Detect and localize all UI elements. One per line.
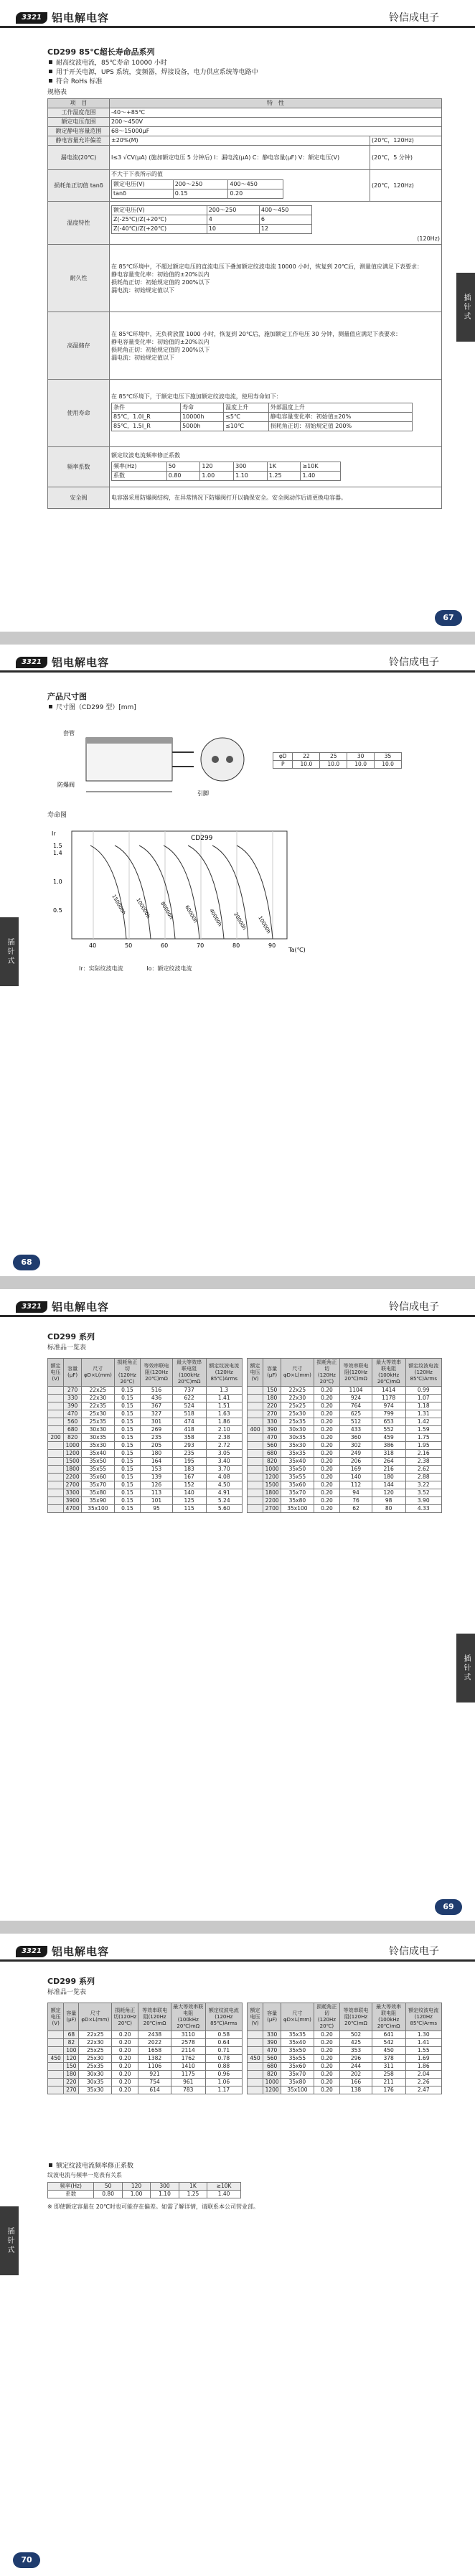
bullet-item: 耐高纹波电流，85℃寿命 10000 小时: [47, 59, 442, 68]
column-header: 等效串联电阻(120Hz 20℃)mΩ: [138, 2003, 171, 2031]
x-tick-label: 50: [125, 942, 133, 949]
table-row: 82 22x30 0.20 2022 2578 0.64: [48, 2039, 243, 2047]
storage-label: 高温储存: [48, 312, 110, 380]
table-row: 680 35x35 0.20 249 318 2.16: [248, 1450, 442, 1458]
freq-section-sub: 纹波电流与频率一览表有关系: [47, 2172, 122, 2178]
freq-table: 频率(Hz) 50 120 300 1K ≥10K 系数 0.80 1.00 1.10 1.25 1.40: [111, 462, 341, 481]
vent-label: 防爆阀: [57, 782, 75, 788]
life-graph-title: 寿命图: [47, 812, 67, 819]
column-header: 容量(μF): [64, 1359, 82, 1387]
side-tab: 插针式: [0, 2206, 19, 2275]
catalog-page-2: [0, 645, 475, 1276]
logo-mark: 3321: [16, 1301, 47, 1313]
catalog-page-1: [0, 0, 475, 632]
table-row: 2200 35x60 0.15 139 167 4.08: [48, 1474, 243, 1481]
curve-label: 60000h: [184, 904, 199, 924]
table-row: 2700 35x100 0.20 62 80 4.33: [248, 1505, 442, 1513]
company-name: 铃信成电子: [389, 657, 439, 668]
bullet-item: 用于开关电源，UPS 系统，变频器，焊接设备，电力供应系统等电路中: [47, 68, 442, 78]
table-row: 270 25x30 0.20 625 799 1.31: [248, 1410, 442, 1418]
column-header: 尺寸φD×L(mm): [82, 1359, 114, 1387]
header-rule: [0, 26, 475, 28]
header-rule: [0, 670, 475, 673]
table-row: 1000 35x50 0.20 169 216 2.62: [248, 1466, 442, 1474]
legend-ir: Ir：实际纹波电流: [79, 965, 123, 972]
list-subtitle: 标准品一览表: [47, 1344, 87, 1352]
column-header: 等效串联电阻(120Hz 20℃)mΩ: [340, 1359, 372, 1387]
table-row: 560 25x35 0.15 301 474 1.86: [48, 1418, 243, 1426]
company-name: 铃信成电子: [389, 12, 439, 24]
side-tab: 插针式: [456, 273, 475, 342]
graph-x-label: Ta(℃): [288, 947, 306, 953]
table-row: 2700 35x70 0.15 126 152 4.50: [48, 1481, 243, 1489]
header-rule: [0, 1959, 475, 1962]
ripple-table: 条件 寿命 温度上升 外部温度上升 85℃，1.0I_R 10000h ≤5℃ 静电容量变化率：初始值±20% 85℃，1.5I_R 5000h ≤10℃ 损耗角正切：初始规定值 200%: [111, 403, 413, 431]
table-row: 680 35x60 0.20 244 311 1.86: [248, 2063, 442, 2071]
column-header: 容量(μF): [64, 2003, 79, 2031]
curve-label: 80000h: [159, 901, 174, 921]
dimension-table: φD 22 25 30 35 P 10.0 10.0 10.0 10.0: [273, 752, 402, 769]
dimension-drawing: [57, 723, 258, 802]
freq-coefficient-table: 频率(Hz) 50 120 300 1K ≥10K 系数 0.80 1.00 1.10 1.25 1.40: [47, 2182, 241, 2198]
graph-y-label: Ir: [52, 830, 56, 837]
column-header: 尺寸φD×L(mm): [281, 1359, 314, 1387]
x-tick-label: 60: [161, 942, 169, 949]
table-row: 180 22x30 0.20 924 1178 1.07: [248, 1395, 442, 1402]
table-row: 390 22x35 0.15 367 524 1.51: [48, 1402, 243, 1410]
company-name: 铃信成电子: [389, 1946, 439, 1957]
table-row: 330 22x30 0.15 436 622 1.41: [48, 1395, 243, 1402]
capacitor-body: [86, 738, 172, 781]
page-number: 67: [435, 610, 462, 626]
page-header: [0, 1289, 475, 1324]
table-row: 560 35x30 0.20 302 386 1.95: [248, 1442, 442, 1450]
table-row: 680 30x30 0.15 269 418 2.10: [48, 1426, 243, 1434]
table-row: 1500 35x50 0.15 164 195 3.40: [48, 1458, 243, 1466]
column-header: 等效串联电阻(120Hz 20℃)mΩ: [141, 1359, 173, 1387]
column-header: 损耗角正切(120Hz 20℃): [314, 2003, 340, 2031]
logo-mark: 3321: [16, 12, 47, 24]
table-row: 100 25x25 0.20 1658 2114 0.71: [48, 2047, 243, 2055]
table-row: 150 22x25 0.20 1104 1414 0.99: [248, 1387, 442, 1395]
column-header: 额定纹波电流(120Hz 85℃)Arms: [206, 1359, 243, 1387]
table-row: 1500 35x60 0.20 112 144 3.22: [248, 1481, 442, 1489]
ripple-label: 使用寿命: [48, 380, 110, 447]
column-header: 最大等效串联电阻(100kHz 20℃)mΩ: [171, 2003, 205, 2031]
table-row: 450 560 35x55 0.20 296 378 1.69: [248, 2055, 442, 2063]
y-tick-label: 1.0: [53, 879, 62, 885]
table-row: 820 35x40 0.20 206 264 2.38: [248, 1458, 442, 1466]
life-graph: [47, 824, 306, 960]
list-subtitle: 标准品一览表: [47, 1989, 87, 1996]
brand-name: 铝电解电容: [52, 11, 110, 24]
column-header: 损耗角正切(120Hz 20℃): [314, 1359, 340, 1387]
x-tick-label: 40: [89, 942, 97, 949]
column-header: 损耗角正切(120Hz 20℃): [112, 2003, 138, 2031]
brand-name: 铝电解电容: [52, 1945, 110, 1958]
table-row: 68 22x25 0.20 2438 3110 0.58: [48, 2031, 243, 2039]
brand-logo: [16, 10, 109, 25]
column-header: 容量(μF): [263, 1359, 281, 1387]
table-row: 1200 35x40 0.15 180 235 3.05: [48, 1450, 243, 1458]
column-header: 额定电压(V): [248, 1359, 263, 1387]
low-temp-table: 额定电压(V) 200～250 400～450 Z(-25℃)/Z(+20℃) 4 6 Z(-40℃)/Z(+20℃) 10 12: [111, 205, 312, 234]
logo-mark: 3321: [16, 657, 47, 668]
column-header: 损耗角正切(120Hz 20℃): [114, 1359, 141, 1387]
table-row: 450 120 25x30 0.20 1382 1762 0.78: [48, 2055, 243, 2063]
column-header: 额定电压(V): [48, 2003, 64, 2031]
product-table-right: [247, 2003, 442, 2094]
page-separator: [0, 1276, 475, 1289]
side-tab: 插针式: [0, 917, 19, 986]
column-header: 额定纹波电流(120Hz 85℃)Arms: [405, 2003, 442, 2031]
table-row: 470 25x30 0.15 327 518 1.63: [48, 1410, 243, 1418]
y-tick-label: 1.4: [53, 850, 62, 856]
table-row: 470 30x35 0.20 360 459 1.75: [248, 1434, 442, 1442]
table-row: 470 35x50 0.20 353 450 1.55: [248, 2047, 442, 2055]
spec-head-item: 项 目: [48, 99, 110, 108]
curve-label: 20000h: [232, 912, 248, 932]
table-row: 180 30x30 0.20 921 1175 0.96: [48, 2071, 243, 2079]
page-number: 68: [13, 1255, 40, 1270]
table-row: 2200 35x80 0.20 76 98 3.90: [248, 1497, 442, 1505]
page-separator: [0, 1921, 475, 1934]
table-row: 220 30x35 0.20 754 961 1.06: [48, 2079, 243, 2086]
company-name: 铃信成电子: [389, 1301, 439, 1313]
column-header: 额定电压(V): [48, 1359, 64, 1387]
product-table-left: [47, 2003, 243, 2094]
brand-name: 铝电解电容: [52, 1301, 110, 1313]
brand-logo: [16, 655, 109, 670]
curve-label: 10000h: [257, 915, 272, 935]
pin-label: 引脚: [197, 790, 209, 797]
x-tick-label: 90: [268, 942, 276, 949]
table-row: 390 35x40 0.20 425 542 1.41: [248, 2039, 442, 2047]
catalog-page-3: [0, 1289, 475, 1921]
low-temp-label: 温度特性: [48, 202, 110, 245]
table-row: 400 390 30x30 0.20 433 552 1.59: [248, 1426, 442, 1434]
column-header: 额定纹波电流(120Hz 85℃)Arms: [205, 2003, 242, 2031]
spec-subtitle: 规格表: [47, 89, 67, 96]
table-row: 3300 35x80 0.15 113 140 4.91: [48, 1489, 243, 1497]
table-row: 330 25x35 0.20 512 653 1.42: [248, 1418, 442, 1426]
dimension-subtitle: 尺寸图（CD299 型）[mm]: [47, 703, 435, 713]
spec-table: 项 目 特 性 工作温度范围 -40～+85℃ 额定电压范围 200～450V 额定静电容量范围 68～15000μF 静电容量允许偏差 ±20%(M) (20℃，120Hz) 漏电流(20℃) I≤3 √CV(μA) (施加额定电压 5 分钟后) I：漏电流(μA) C：静电容量(μF) V：额定电压(V) (20℃，5 分钟) 损耗角正切值 tanδ 不大于下表所示的值 额定电压(V) 200～250 400～450 tanδ 0.15 0.20 (20℃，120Hz) 温度特性 额定电压(V) 200～250 400～450 Z(-25℃)/Z(+20℃) 4 6 Z(-40℃)/Z(+20℃) 10 12 (120Hz) 耐久性 在 85℃环境中，不超过额定电压的直流电压下叠加额定纹波电流 10000 小时，恢复到 20℃后，测量值应满足下表要求： 静电容量变化率：初始值的±20%以内 损耗角正切：初始规定值的 200%以下 漏电流：初始规定值以下 高温储存 在 85℃环境中，无负荷放置 1000 小时，恢复到 20℃后，施加额定工作电压 30 分钟，测量值应满足下表要求： 静电容量变化率：初始值的±20%以内 损耗角正切：初始规定值的 200%以下 漏电流：初始规定值以下 使用寿命 在 85℃环境下，于额定电压下施加额定纹波电流，使用寿命如下： 条件 寿命 温度上升 外部温度上升 85℃，1.0I_R 10000h ≤5℃ 静电容量变化率：初始值±20% 85℃，1.5I_R 5000h ≤10℃ 损耗角正切：初始规定值 200% 频率系数 额定纹波电流频率修正系数 频率(Hz) 50 120 300 1K ≥10K 系数 0.80 1.00 1.10 1.25 1.40 安全阀 电容器采用防爆阀结构，在异常情况下防爆阀打开以确保安全。安全阀动作后请更换电容器。: [47, 98, 442, 509]
x-tick-label: 80: [232, 942, 240, 949]
logo-mark: 3321: [16, 1946, 47, 1957]
header-rule: [0, 1315, 475, 1317]
freq-section-title: 额定纹波电流频率修正系数: [47, 2162, 420, 2171]
page-number: 70: [13, 2552, 40, 2568]
table-row: 1800 35x55 0.15 153 183 3.70: [48, 1466, 243, 1474]
column-header: 额定电压(V): [248, 2003, 263, 2031]
series-title: CD299 系列: [47, 1977, 95, 1986]
catalog-page-4: [0, 1934, 475, 2576]
capacitor-end-view: [201, 738, 244, 781]
table-row: 270 35x30 0.20 614 783 1.17: [48, 2086, 243, 2094]
series-title: CD299 系列: [47, 1332, 95, 1341]
brand-name: 铝电解电容: [52, 656, 110, 669]
table-row: 220 25x25 0.20 764 974 1.18: [248, 1402, 442, 1410]
product-table-right: [247, 1358, 442, 1513]
table-row: 1800 35x70 0.20 94 120 3.52: [248, 1489, 442, 1497]
legend-io: Io：额定纹波电流: [146, 965, 192, 972]
sleeve-label: 套管: [63, 730, 75, 736]
vent-label: 安全阀: [48, 487, 110, 509]
brand-logo: [16, 1944, 109, 1959]
table-row: 200 820 30x35 0.15 235 358 2.38: [48, 1434, 243, 1442]
column-header: 尺寸φD×L(mm): [281, 2003, 314, 2031]
column-header: 最大等效串联电阻(100kHz 20℃)mΩ: [372, 2003, 405, 2031]
spec-head-char: 特 性: [110, 99, 442, 108]
page-separator: [0, 632, 475, 645]
table-row: 1000 35x30 0.15 205 293 2.72: [48, 1442, 243, 1450]
column-header: 最大等效串联电阻(100kHz 20℃)mΩ: [372, 1359, 405, 1387]
table-row: 1200 35x55 0.20 140 180 2.88: [248, 1474, 442, 1481]
table-row: 330 35x35 0.20 502 641 1.30: [248, 2031, 442, 2039]
product-table-left: [47, 1358, 243, 1513]
table-row: 270 22x25 0.15 516 737 1.3: [48, 1387, 243, 1395]
table-row: 4700 35x100 0.15 95 115 5.60: [48, 1505, 243, 1513]
table-row: 820 35x70 0.20 202 258 2.04: [248, 2071, 442, 2079]
curve-label: 100000h: [135, 897, 151, 919]
freq-label: 频率系数: [48, 447, 110, 487]
side-tab: 插针式: [456, 1634, 475, 1702]
table-row: 3900 35x90 0.15 101 125 5.24: [48, 1497, 243, 1505]
graph-series-label: CD299: [191, 835, 213, 842]
column-header: 尺寸φD×L(mm): [79, 2003, 112, 2031]
x-tick-label: 70: [197, 942, 204, 949]
graph-legend: [79, 965, 192, 973]
bullet-item: 符合 RoHs 标准: [47, 78, 442, 87]
curve-label: 150000h: [110, 894, 127, 916]
column-header: 最大等效串联电阻(100kHz 20℃)mΩ: [172, 1359, 206, 1387]
column-header: 容量(μF): [263, 2003, 281, 2031]
column-header: 额定纹波电流(120Hz 85℃)Arms: [405, 1359, 442, 1387]
tan-table: 额定电压(V) 200～250 400～450 tanδ 0.15 0.20: [111, 179, 283, 199]
dimension-title: 产品尺寸图: [47, 692, 87, 701]
table-row: 1000 35x80 0.20 166 211 2.26: [248, 2079, 442, 2086]
table-row: 1200 35x100 0.20 138 176 2.47: [248, 2086, 442, 2094]
page-header: [0, 1934, 475, 1968]
y-tick-label: 1.5: [53, 843, 62, 849]
curve-label: 40000h: [208, 908, 223, 928]
page-number: 69: [435, 1899, 462, 1915]
column-header: 等效串联电阻(120Hz 20℃)mΩ: [340, 2003, 372, 2031]
brand-logo: [16, 1299, 109, 1314]
footnote: ※ 即使额定容量在 20℃时也可能存在偏差。如需了解详情，请联系本公司营业部。: [47, 2203, 259, 2210]
page-header: [0, 0, 475, 34]
table-row: 150 25x35 0.20 1106 1410 0.88: [48, 2063, 243, 2071]
endurance-label: 耐久性: [48, 245, 110, 312]
page-header: [0, 645, 475, 679]
y-tick-label: 0.5: [53, 907, 62, 914]
series-title: CD299 85℃超长寿命品系列: [47, 47, 155, 57]
